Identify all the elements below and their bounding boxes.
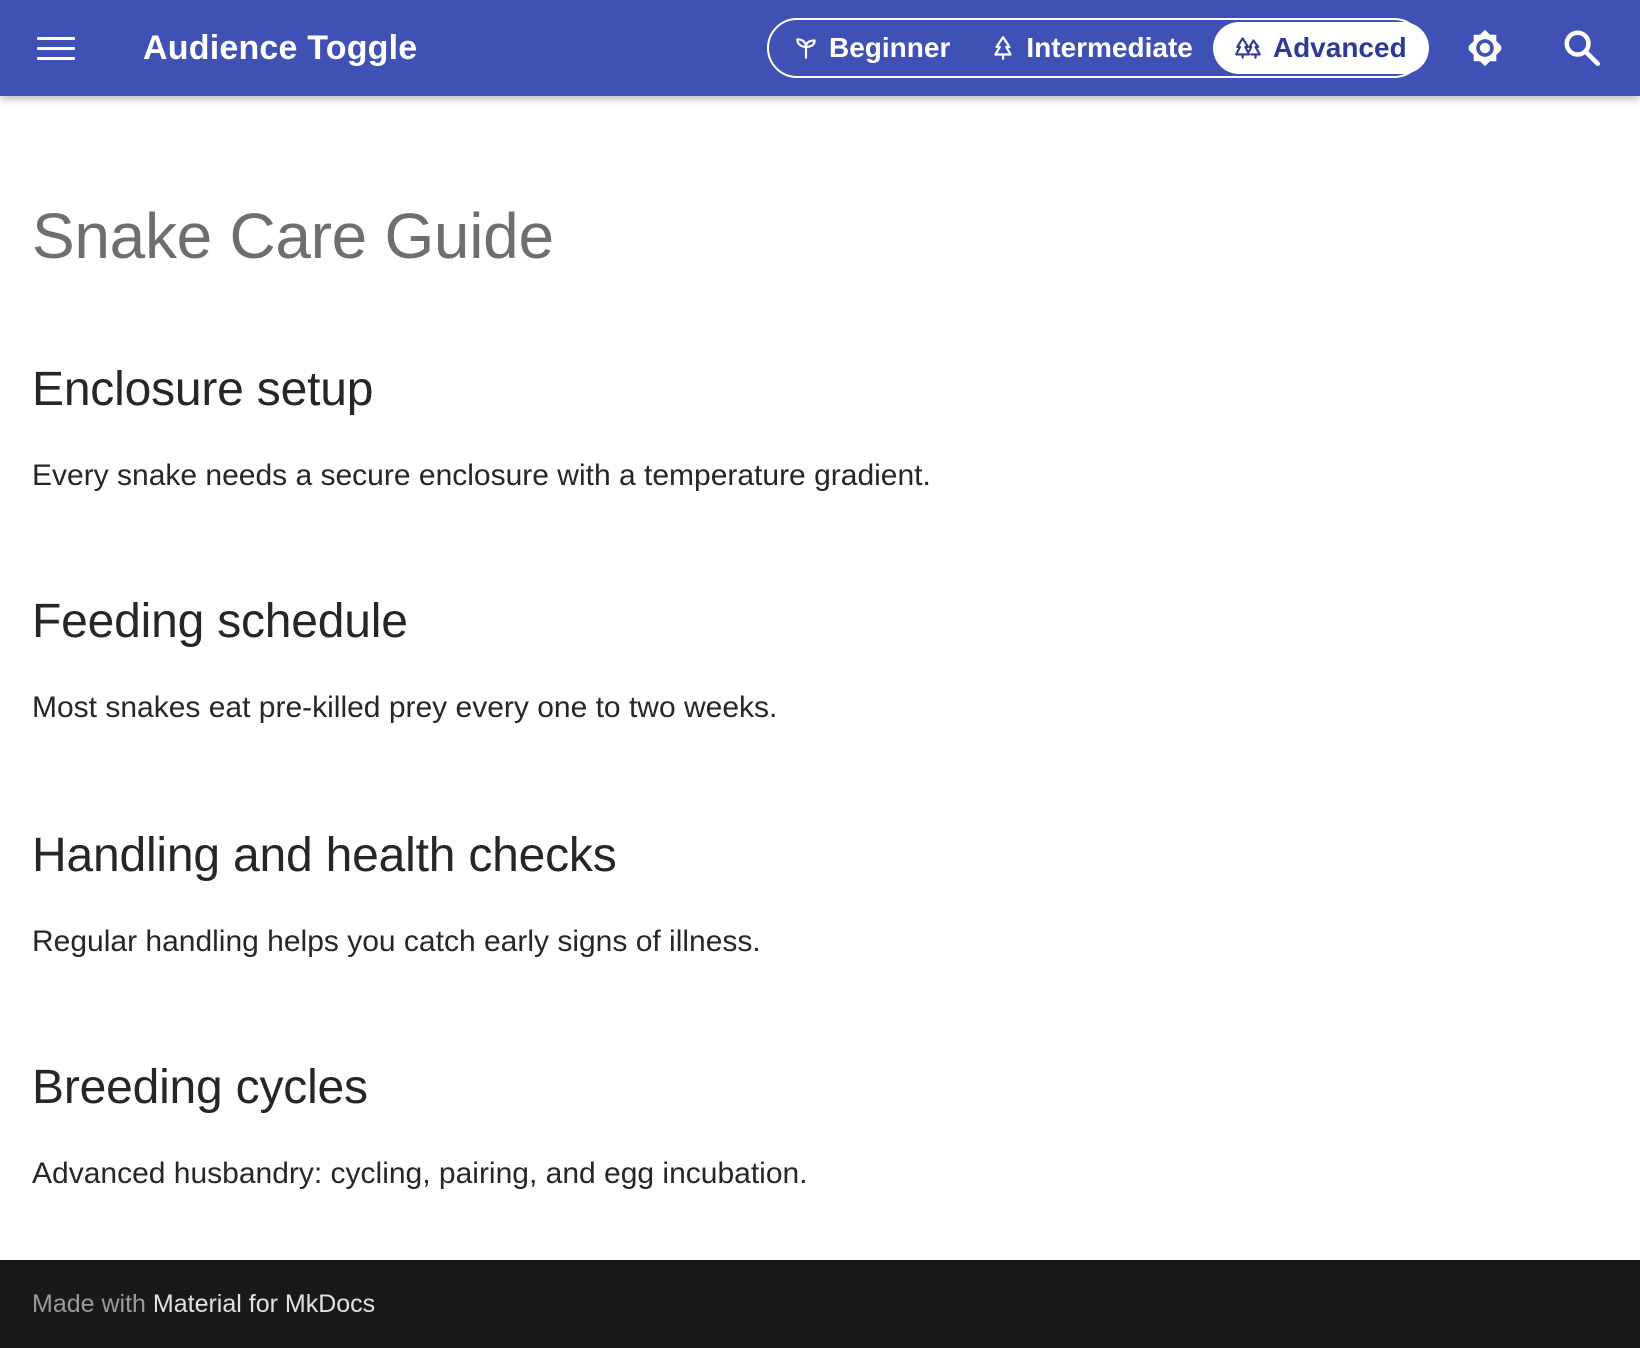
theme-toggle-button[interactable]	[1461, 24, 1509, 72]
page-title: Snake Care Guide	[32, 200, 554, 272]
footer	[0, 1260, 1640, 1348]
pine-tree-icon	[990, 35, 1016, 61]
toggle-option-label: Intermediate	[1026, 32, 1193, 63]
section-heading: Handling and health checks	[32, 829, 617, 882]
toggle-option-label: Beginner	[829, 32, 951, 63]
section-feeding-schedule	[32, 592, 1232, 728]
section-text: Advanced husbandry: cycling, pairing, and egg incubation.	[32, 1157, 808, 1190]
section-heading: Enclosure setup	[32, 363, 374, 416]
toggle-option-advanced[interactable]	[1213, 22, 1429, 74]
search-button[interactable]	[1558, 24, 1606, 72]
section-enclosure-setup	[32, 360, 1232, 496]
menu-icon-bar	[37, 47, 75, 50]
sprout-icon	[793, 35, 819, 61]
section-heading: Feeding schedule	[32, 595, 408, 648]
section-text: Every snake needs a secure enclosure with a temperature gradient.	[32, 459, 931, 492]
section-handling-health	[32, 826, 1232, 962]
toggle-option-label: Advanced	[1272, 32, 1407, 63]
section-text: Most snakes eat pre-killed prey every one to two weeks.	[32, 691, 778, 724]
footer-link[interactable]: Material for MkDocs	[152, 1290, 376, 1318]
brightness-icon	[1462, 25, 1508, 71]
menu-icon-bar	[37, 37, 75, 40]
forest-icon	[1233, 35, 1263, 61]
audience-toggle	[767, 18, 1424, 78]
menu-button[interactable]	[30, 27, 82, 69]
top-header	[0, 0, 1640, 96]
section-heading: Breeding cycles	[32, 1061, 368, 1114]
toggle-option-intermediate[interactable]	[970, 22, 1213, 74]
footer-prefix: Made with	[32, 1290, 146, 1318]
section-breeding-cycles	[32, 1058, 1232, 1194]
section-text: Regular handling helps you catch early signs of illness.	[32, 925, 761, 958]
toggle-option-beginner[interactable]	[771, 22, 970, 74]
site-title[interactable]: Audience Toggle	[143, 29, 418, 67]
menu-icon-bar	[37, 57, 75, 60]
search-icon	[1561, 27, 1603, 69]
footer-credit	[32, 1286, 375, 1322]
